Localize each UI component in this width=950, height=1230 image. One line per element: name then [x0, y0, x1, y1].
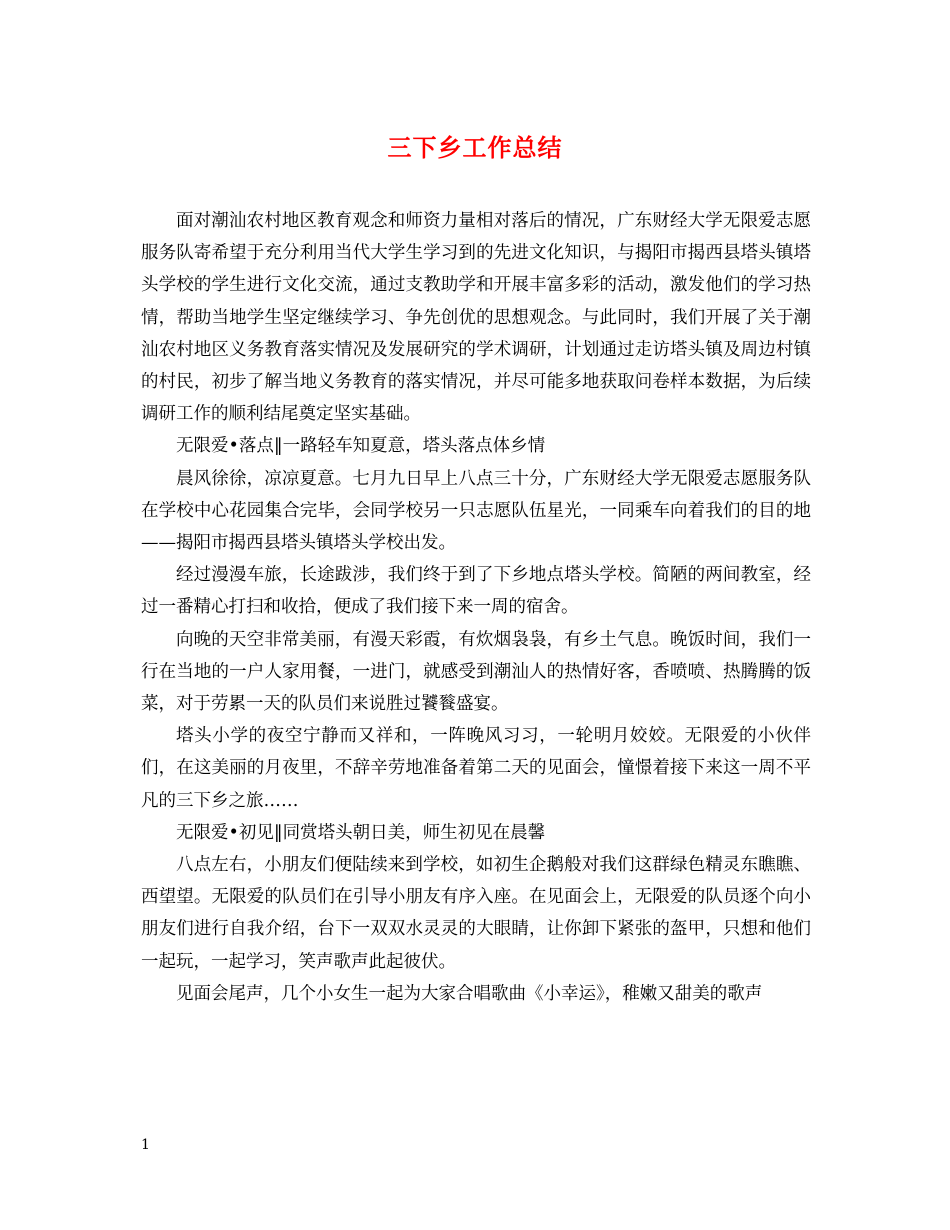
- paragraph: 晨风徐徐，凉凉夏意。七月九日早上八点三十分，广东财经大学无限爱志愿服务队在学校中心花园集合完毕，会同学校另一只志愿队伍星光，一同乘车向着我们的目的地——揭阳市揭西县塔头镇塔头学校出发。: [141, 468, 811, 554]
- section-heading: 无限爱•初见‖同赏塔头朝日美，师生初见在晨馨: [176, 822, 546, 843]
- paragraph: 面对潮汕农村地区教育观念和师资力量相对落后的情况，广东财经大学无限爱志愿服务队寄希望于充分利用当代大学生学习到的先进文化知识，与揭阳市揭西县塔头镇塔头学校的学生进行文化交流，通过支教助学和开展丰富多彩的活动，激发他们的学习热情，帮助当地学生坚定继续学习、争先创优的思想观念。与此同时，我们开展了关于潮汕农村地区义务教育落实情况及发展研究的学术调研，计划通过走访塔头镇及周边村镇的村民，初步了解当地义务教育的落实情况，并尽可能多地获取问卷样本数据，为后续调研工作的顺利结尾奠定坚实基础。: [141, 211, 811, 425]
- page-number: 1: [141, 1137, 150, 1153]
- document-title: 三下乡工作总结: [387, 133, 563, 162]
- paragraph: 向晚的天空非常美丽，有漫天彩霞，有炊烟袅袅，有乡土气息。晚饭时间，我们一行在当地的一户人家用餐，一进门，就感受到潮汕人的热情好客，香喷喷、热腾腾的饭菜，对于劳累一天的队员们来说胜过饕餮盛宴。: [141, 629, 811, 715]
- paragraph: 经过漫漫车旅，长途跋涉，我们终于到了下乡地点塔头学校。简陋的两间教室，经过一番精心打扫和收拾，便成了我们接下来一周的宿舍。: [141, 565, 811, 618]
- document-body: [141, 205, 811, 1010]
- paragraph: 塔头小学的夜空宁静而又祥和，一阵晚风习习，一轮明月姣姣。无限爱的小伙伴们，在这美丽的月夜里，不辞辛劳地准备着第二天的见面会，憧憬着接下来这一周不平凡的三下乡之旅……: [141, 726, 811, 811]
- paragraph: 见面会尾声，几个小女生一起为大家合唱歌曲《小幸运》，稚嫩又甜美的歌声: [176, 983, 763, 1004]
- paragraph: 八点左右，小朋友们便陆续来到学校，如初生企鹅般对我们这群绿色精灵东瞧瞧、西望望。无限爱的队员们在引导小朋友有序入座。在见面会上，无限爱的队员逐个向小朋友们进行自我介绍，台下一双双水灵灵的大眼睛，让你卸下紧张的盔甲，只想和他们一起玩，一起学习，笑声歌声此起彼伏。: [141, 855, 811, 972]
- section-heading: 无限爱•落点‖一路轻车知夏意，塔头落点体乡情: [176, 436, 546, 457]
